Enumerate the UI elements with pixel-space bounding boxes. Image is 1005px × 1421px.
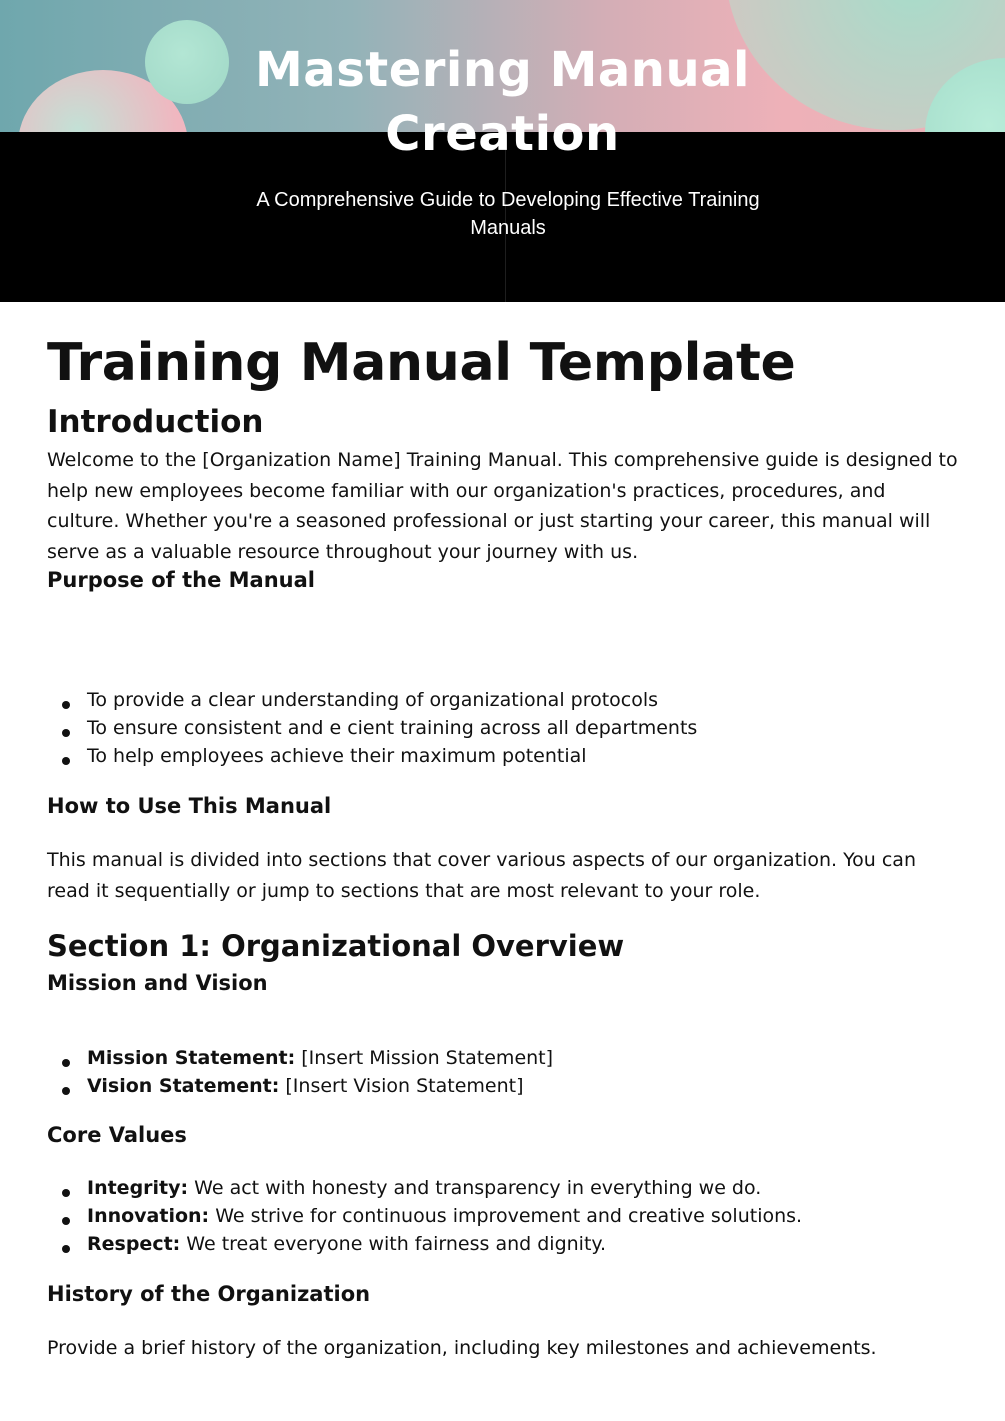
section-heading: Section 1: Organizational Overview [47, 929, 625, 963]
item-text: We treat everyone with fairness and dignity. [180, 1233, 606, 1255]
history-heading: History of the Organization [47, 1282, 371, 1306]
item-label: Respect: [87, 1233, 181, 1255]
core-values-list [47, 1174, 802, 1258]
purpose-list [47, 686, 697, 770]
item-text: [Insert Vision Statement] [279, 1075, 524, 1097]
item-text: [Insert Mission Statement] [295, 1047, 554, 1069]
introduction-heading: Introduction [47, 404, 264, 440]
item-label: Vision Statement: [87, 1075, 280, 1097]
list-item: To provide a clear understanding of organizational protocols [47, 686, 697, 714]
list-item: To ensure consistent and e cient training across all departments [47, 714, 697, 742]
how-to-use-heading: How to Use This Manual [47, 794, 332, 818]
banner-subtitle: A Comprehensive Guide to Developing Effective Training Manuals [256, 189, 760, 239]
item-text: We act with honesty and transparency in everything we do. [188, 1177, 762, 1199]
history-body: Provide a brief history of the organization, including key milestones and achievements. [47, 1337, 877, 1359]
how-to-use-body: This manual is divided into sections that cover various aspects of our organization. You can read it sequentially or jump to sections that are most relevant to your role. [47, 849, 916, 902]
header-banner [0, 0, 1005, 302]
item-text: We strive for continuous improvement and creative solutions. [209, 1205, 803, 1227]
list-item [47, 1072, 553, 1100]
document-title: Training Manual Template [47, 333, 796, 393]
mission-vision-heading: Mission and Vision [47, 971, 268, 995]
list-item [47, 1174, 802, 1202]
core-values-heading: Core Values [47, 1123, 187, 1147]
banner-title: Mastering Manual Creation [255, 42, 750, 162]
item-label: Innovation: [87, 1205, 210, 1227]
mission-vision-list [47, 1044, 553, 1100]
list-item [47, 1202, 802, 1230]
introduction-body: Welcome to the [Organization Name] Training Manual. This comprehensive guide is designed to help new employees become familiar with our organization's practices, procedures, and culture. Whether you're a seasoned professional or just starting your career, this manual will serve as a valuable resource throughout your journey with us. [47, 449, 958, 563]
list-item [47, 1044, 553, 1072]
list-item: To help employees achieve their maximum potential [47, 742, 697, 770]
purpose-heading: Purpose of the Manual [47, 568, 315, 592]
item-label: Mission Statement: [87, 1047, 296, 1069]
list-item [47, 1230, 802, 1258]
item-label: Integrity: [87, 1177, 189, 1199]
